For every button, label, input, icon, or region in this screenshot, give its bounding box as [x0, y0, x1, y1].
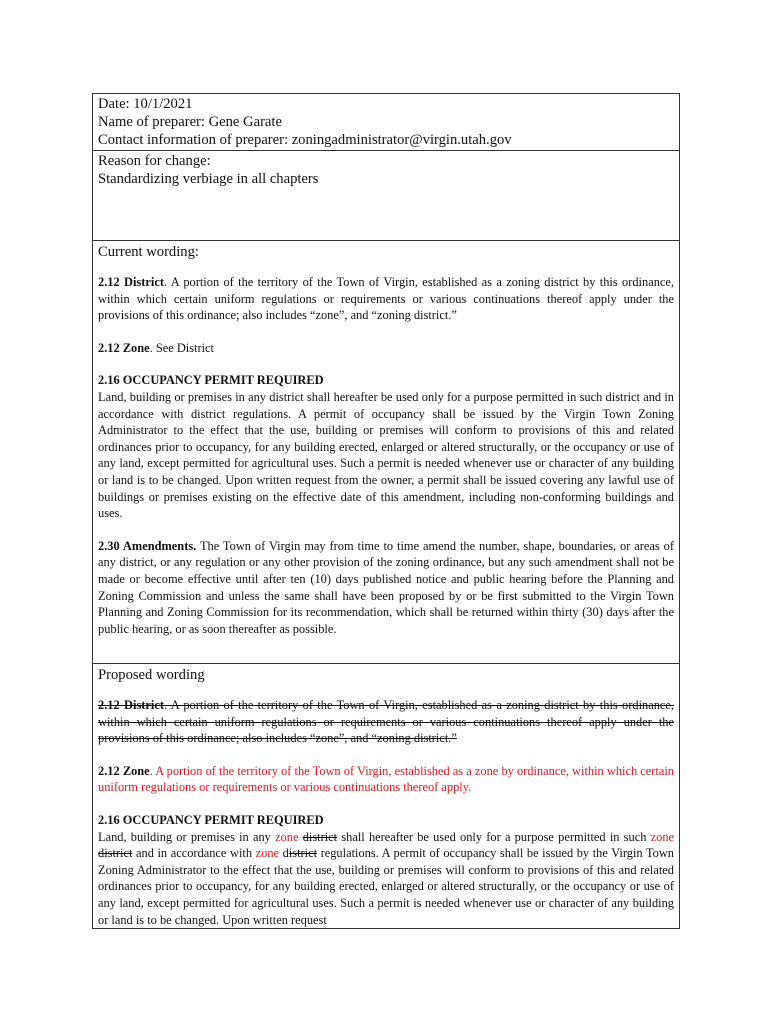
- occupancy-text-4: regulations. A permit of occupancy shall be issued by the Virgin Town Zoning Administrator to the effect that the use, building or premises will conform to provisions of this and related ordinances prior to occupancy, for any building erected, enlarged or altered structurally, or the occupancy or use of any land, except permitted for agricultural uses. Such a permit is needed whenever use or character of any building or land is to be changed. Upon written request: [98, 846, 674, 927]
- current-wording-row: [93, 241, 679, 664]
- current-zone-term: 2.12 Zone: [98, 340, 150, 355]
- inserted-zone-1: zone: [275, 829, 299, 844]
- deleted-district-3: istrict: [288, 846, 318, 861]
- current-occupancy-text: Land, building or premises in any district shall hereafter be used only for a purpose permitted in such district and in accordance with district regulations. A permit of occupancy shall be issued by the Virgin Town Zoning Administrator to the effect that the use, building or premises will conform to provisions of this and related ordinances prior to occupancy, for any building erected, enlarged or altered structurally, or the occupancy or use of any land, except permitted for agricultural uses. Such a permit is needed whenever use or character of any building or land is to be changed. Upon written request from the owner, a permit shall be issued covering any lawful use of buildings or premises existing on the effective date of this amendment, including non-conforming buildings and uses.: [98, 389, 674, 521]
- proposed-district-definition-struck: [98, 697, 674, 747]
- proposed-zone-term: 2.12 Zone: [98, 763, 150, 778]
- occupancy-text-3: and in accordance with: [132, 846, 256, 861]
- proposed-zone-definition: [98, 763, 674, 796]
- current-district-text: . A portion of the territory of the Town of Virgin, established as a zoning district by this ordinance, within which certain uniform regulations or requirements or various continuations thereof apply under the provisions of this ordinance; also includes “zone”, and “zoning district.”: [98, 275, 674, 323]
- header-row: [93, 94, 679, 151]
- preparer-contact: Contact information of preparer: zoningadministrator@virgin.utah.gov: [98, 132, 512, 148]
- proposed-wording-row: [93, 664, 679, 928]
- proposed-district-text: . A portion of the territory of the Town of Virgin, established as a zoning district by this ordinance, within which certain uniform regulations or requirements or various continuations thereof apply under the provisions of this ordinance; also includes “zone”, and “zoning district.”: [98, 698, 675, 746]
- current-district-definition: [98, 274, 674, 324]
- proposed-occupancy-section: [98, 812, 674, 928]
- preparer-name: Name of preparer: Gene Garate: [98, 114, 282, 130]
- current-occupancy-heading: 2.16 OCCUPANCY PERMIT REQUIRED: [98, 373, 324, 388]
- current-occupancy-section: [98, 372, 674, 521]
- reason-label: Reason for change:: [98, 153, 211, 169]
- occupancy-text-2: shall hereafter be used only for a purpose permitted in such: [337, 829, 651, 844]
- occupancy-text-1: Land, building or premises in any: [98, 829, 276, 844]
- proposed-wording-label: Proposed wording: [98, 667, 205, 683]
- change-request-table: [92, 93, 680, 929]
- inserted-zone-2: zone: [650, 829, 675, 844]
- proposed-zone-text: . A portion of the territory of the Town of Virgin, established as a zone by ordinance, within which certain uniform regulations or requirements or various continuations thereof apply.: [98, 763, 674, 795]
- current-zone-definition: [98, 340, 674, 357]
- date-field: Date: 10/1/2021: [98, 96, 193, 112]
- current-wording-label: Current wording:: [98, 244, 199, 260]
- deleted-district-3-prefix: d: [282, 846, 289, 861]
- deleted-district-1: district: [302, 829, 338, 844]
- current-amendments-text: The Town of Virgin may from time to time amend the number, shape, boundaries, or areas of any district, or any regulation or any other provision of the zoning ordinance, but any such amendment shall not be made or become effective until after ten (10) days published notice and public hearing before the Planning and Zoning Commission and unless the same shall have been proposed by or be first submitted to the Virgin Town Planning and Zoning Commission for its recommendation, which shall be returned within thirty (30) days after the public hearing, or as soon thereafter as possible.: [98, 538, 674, 636]
- current-amendments-term: 2.30 Amendments.: [98, 538, 197, 553]
- proposed-district-term: District: [124, 698, 164, 712]
- current-amendments-section: [98, 538, 674, 638]
- current-zone-text: . See District: [149, 340, 214, 355]
- current-district-term: 2.12 District: [98, 275, 164, 289]
- inserted-zone-3: zone: [255, 846, 280, 861]
- reason-row: [93, 151, 679, 241]
- reason-text: Standardizing verbiage in all chapters: [98, 171, 319, 187]
- proposed-district-num: 2.12: [98, 698, 125, 712]
- deleted-district-2: district: [98, 846, 133, 861]
- proposed-occupancy-heading: 2.16 OCCUPANCY PERMIT REQUIRED: [98, 812, 324, 827]
